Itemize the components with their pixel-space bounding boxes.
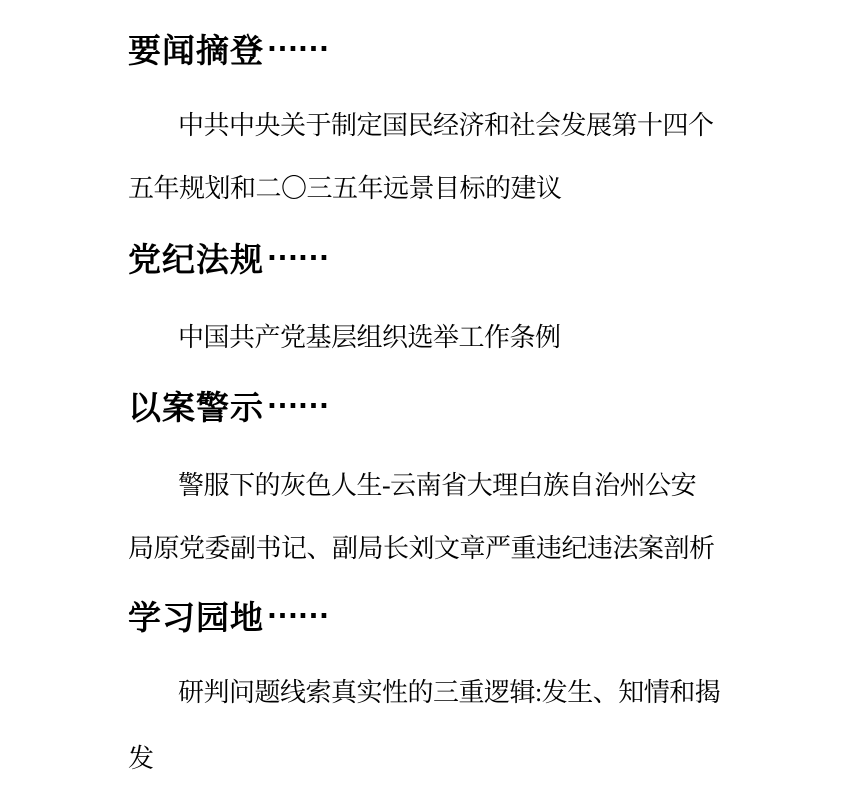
- leader-dots: ……: [266, 230, 328, 268]
- leader-dots: ……: [266, 378, 328, 416]
- leader-dots: ……: [266, 21, 328, 59]
- section-heading-news-digest: [128, 21, 328, 69]
- toc-entry-line: 五年规划和二〇三五年远景目标的建议: [128, 174, 562, 203]
- section-title: 学习园地: [128, 599, 264, 636]
- section-heading-case-warnings: [128, 378, 328, 426]
- toc-entry-line: 研判问题线索真实性的三重逻辑:发生、知情和揭: [178, 678, 721, 707]
- section-title: 以案警示: [128, 389, 264, 426]
- toc-entry-line: 警服下的灰色人生-云南省大理白族自治州公安: [178, 471, 697, 500]
- section-heading-party-rules: [128, 230, 328, 278]
- section-title: 要闻摘登: [128, 32, 264, 69]
- toc-entry-line: 中共中央关于制定国民经济和社会发展第十四个: [178, 111, 714, 140]
- leader-dots: ……: [266, 588, 328, 626]
- section-title: 党纪法规: [128, 241, 264, 278]
- toc-entry-line: 局原党委副书记、副局长刘文章严重违纪违法案剖析: [128, 534, 715, 563]
- section-heading-study-garden: [128, 588, 328, 636]
- toc-entry-line: 发: [128, 744, 154, 773]
- toc-entry-line: 中国共产党基层组织选举工作条例: [178, 323, 561, 352]
